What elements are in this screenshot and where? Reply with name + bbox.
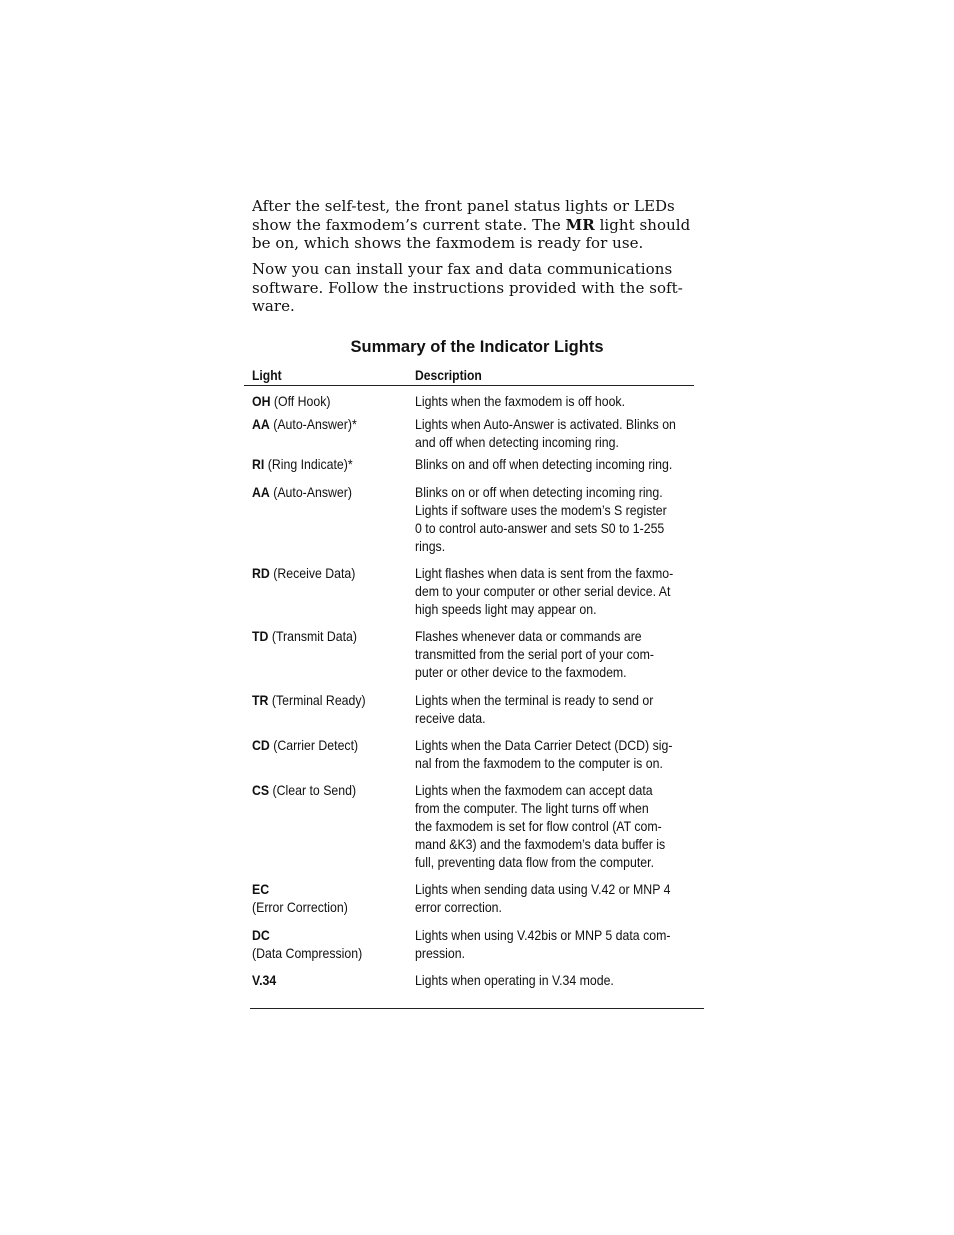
desc-line: full, preventing data flow from the computer. [415, 854, 655, 870]
desc-line: rings. [415, 538, 446, 554]
light-code: CD [252, 737, 270, 753]
table-bottom-rule [250, 1008, 704, 1009]
desc-line: puter or other device to the faxmodem. [415, 664, 627, 680]
desc-line: 0 to control auto-answer and sets S0 to 1-255 [415, 520, 665, 536]
light-code: V.34 [252, 972, 277, 988]
light-cell [252, 880, 410, 916]
desc-line: error correction. [415, 899, 502, 915]
light-code: RD [252, 565, 270, 581]
table-header-rule [244, 385, 694, 386]
light-cell [252, 691, 410, 709]
description-cell [415, 691, 688, 727]
light-name: (Data Compression) [252, 945, 363, 961]
description-cell [415, 971, 688, 989]
description-cell [415, 627, 688, 681]
desc-line: transmitted from the serial port of your com- [415, 646, 654, 662]
light-name: (Receive Data) [269, 565, 356, 581]
desc-line: Lights when the faxmodem can accept data [415, 782, 653, 798]
desc-line: Light flashes when data is sent from the faxmo- [415, 565, 674, 581]
light-code: CS [252, 782, 270, 798]
light-name: (Ring Indicate)* [264, 456, 353, 472]
description-cell [415, 455, 688, 473]
description-cell [415, 781, 688, 871]
light-cell [252, 926, 410, 962]
desc-line: high speeds light may appear on. [415, 601, 597, 617]
install-software-paragraph: Now you can install your fax and data communications software. Follow the instructions provided with the soft-ware. [252, 260, 683, 315]
light-code: RI [252, 456, 265, 472]
light-code: AA [252, 416, 270, 432]
description-cell [415, 926, 688, 962]
desc-line: nal from the faxmodem to the computer is on. [415, 755, 663, 771]
light-cell [252, 483, 410, 501]
light-code: AA [252, 484, 270, 500]
light-code: EC [252, 881, 270, 897]
desc-line: Blinks on or off when detecting incoming ring. [415, 484, 663, 500]
light-code: DC [252, 927, 270, 943]
light-name: (Carrier Detect) [269, 737, 359, 753]
light-name: (Clear to Send) [269, 782, 357, 798]
light-code: OH [252, 393, 271, 409]
light-name: (Terminal Ready) [268, 692, 366, 708]
light-cell [252, 455, 410, 473]
light-cell [252, 415, 410, 433]
desc-line: and off when detecting incoming ring. [415, 434, 619, 450]
desc-line: Lights when the terminal is ready to send or [415, 692, 654, 708]
column-header-light: Light [252, 368, 282, 383]
desc-line: Lights when Auto-Answer is activated. Blinks on [415, 416, 676, 432]
description-cell [415, 392, 688, 410]
light-cell [252, 627, 410, 645]
light-code: TD [252, 628, 269, 644]
light-name: (Off Hook) [270, 393, 331, 409]
desc-line: the faxmodem is set for flow control (AT com- [415, 818, 662, 834]
light-cell [252, 564, 410, 582]
description-cell [415, 736, 688, 772]
light-cell [252, 781, 410, 799]
paragraph-text: light should be on, which shows the faxmodem is ready for use. [252, 215, 691, 252]
light-name: (Auto-Answer)* [269, 416, 357, 432]
description-cell [415, 564, 688, 618]
desc-line: receive data. [415, 710, 486, 726]
desc-line: Lights when sending data using V.42 or MNP 4 [415, 881, 671, 897]
desc-line: Lights when operating in V.34 mode. [415, 972, 614, 988]
desc-line: from the computer. The light turns off when [415, 800, 649, 816]
light-name: (Transmit Data) [268, 628, 357, 644]
table-title: Summary of the Indicator Lights [350, 338, 604, 356]
light-name: (Error Correction) [252, 899, 348, 915]
desc-line: Lights when the Data Carrier Detect (DCD) sig- [415, 737, 673, 753]
desc-line: Lights if software uses the modem’s S register [415, 502, 667, 518]
light-cell [252, 971, 410, 989]
light-cell [252, 392, 410, 410]
desc-line: Flashes whenever data or commands are [415, 628, 642, 644]
description-cell [415, 483, 688, 555]
light-code: TR [252, 692, 269, 708]
intro-paragraph-status-lights [252, 197, 692, 253]
desc-line: Lights when the faxmodem is off hook. [415, 393, 626, 409]
desc-line: pression. [415, 945, 465, 961]
light-name: (Auto-Answer) [269, 484, 352, 500]
desc-line: mand &K3) and the faxmodem’s data buffer is [415, 836, 666, 852]
light-cell [252, 736, 410, 754]
description-cell [415, 880, 688, 916]
desc-line: Lights when using V.42bis or MNP 5 data com- [415, 927, 671, 943]
mr-light-term: MR [565, 215, 595, 234]
desc-line: dem to your computer or other serial device. At [415, 583, 671, 599]
column-header-description: Description [415, 368, 482, 383]
desc-line: Blinks on and off when detecting incoming ring. [415, 456, 673, 472]
paragraph-text: After the self-test, the front panel status lights or LEDs show the faxmodem’s current state. The [252, 197, 675, 234]
description-cell [415, 415, 688, 451]
